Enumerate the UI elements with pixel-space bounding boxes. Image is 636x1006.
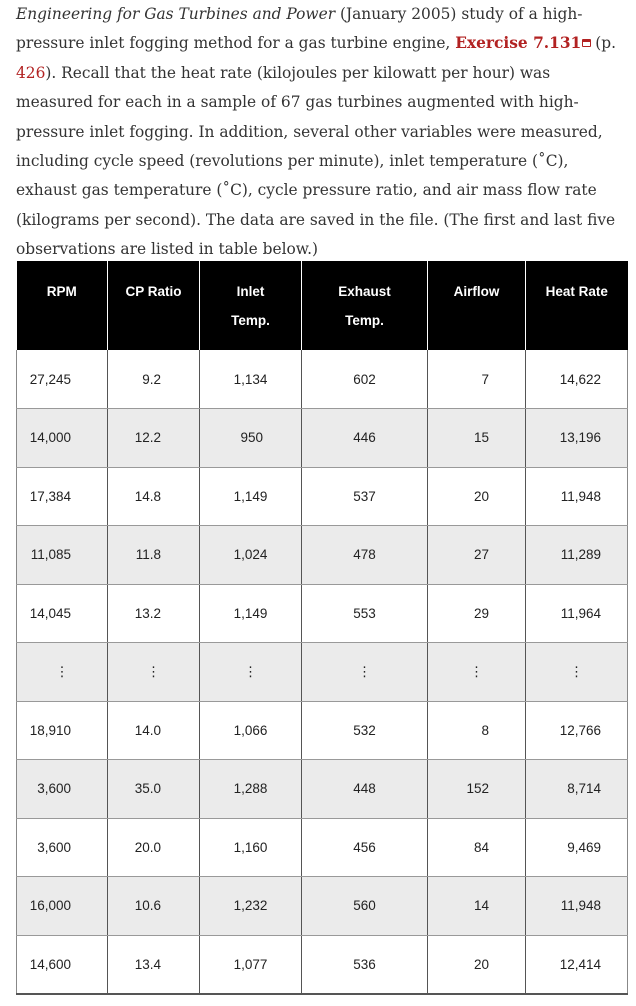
- cell-airflow: 20: [428, 467, 526, 526]
- external-link-icon[interactable]: [582, 39, 591, 47]
- cell-exhaust-temp: 602: [302, 350, 428, 409]
- table-row: [17, 818, 628, 877]
- cell-heat-rate: 12,414: [526, 935, 628, 994]
- exercise-link[interactable]: Exercise 7.131: [455, 34, 582, 53]
- table-row: [17, 701, 628, 760]
- cell-heat-rate: 9,469: [526, 818, 628, 877]
- intro-text-2: (p.: [595, 34, 617, 53]
- cell-exhaust-temp: 446: [302, 409, 428, 468]
- page-link[interactable]: 426: [16, 63, 46, 82]
- ellipsis-row: [17, 643, 628, 702]
- cell-rpm: 3,600: [17, 760, 108, 819]
- cell-rpm: 27,245: [17, 350, 108, 409]
- cell-inlet-temp: 1,149: [200, 467, 302, 526]
- cell-cp-ratio: 14.8: [108, 467, 200, 526]
- cell-exhaust-temp: 456: [302, 818, 428, 877]
- cell-heat-rate: 11,964: [526, 584, 628, 643]
- cell-heat-rate: 13,196: [526, 409, 628, 468]
- cell-airflow: 14: [428, 877, 526, 936]
- cell-airflow: 84: [428, 818, 526, 877]
- cell-cp-ratio: 12.2: [108, 409, 200, 468]
- cell-cp-ratio: 10.6: [108, 877, 200, 936]
- table-row: [17, 526, 628, 585]
- header-airflow: Airflow: [428, 261, 526, 350]
- cell-cp-ratio: 9.2: [108, 350, 200, 409]
- table-row: [17, 467, 628, 526]
- cell-cp-ratio: 35.0: [108, 760, 200, 819]
- cell-heat-rate: 11,948: [526, 877, 628, 936]
- cell-rpm: 14,045: [17, 584, 108, 643]
- intro-text-3: ). Recall that the heat rate (kilojoules per kilowatt per hour) was measured for each in a sample of 67 gas turbines augmented with high-pressure inlet fogging. In addition, several other variables were measured, including cycle speed (revolutions per minute), inlet temperature (˚C), exhaust gas temperature (˚C), cycle pressure ratio, and air mass flow rate (kilograms per second). The data are saved in the file. (The first and last five observations are listed in table below.): [16, 63, 616, 259]
- cell-inlet-temp: 950: [200, 409, 302, 468]
- cell-inlet-temp: 1,160: [200, 818, 302, 877]
- intro-text-1: (January 2005) study of a high-pressure inlet fogging method for a gas turbine engine,: [16, 5, 583, 53]
- cell-cp-ratio: 13.4: [108, 935, 200, 994]
- cell-inlet-temp: 1,077: [200, 935, 302, 994]
- cell-rpm: 14,600: [17, 935, 108, 994]
- cell-exhaust-temp: 448: [302, 760, 428, 819]
- cell-airflow: 152: [428, 760, 526, 819]
- cell-airflow: 8: [428, 701, 526, 760]
- vertical-ellipsis: ⋮: [200, 643, 302, 702]
- table-row: [17, 409, 628, 468]
- table-row: [17, 877, 628, 936]
- cell-cp-ratio: 13.2: [108, 584, 200, 643]
- header-inlet-temp: Inlet Temp.: [200, 261, 302, 350]
- vertical-ellipsis: ⋮: [428, 643, 526, 702]
- cell-inlet-temp: 1,134: [200, 350, 302, 409]
- cell-rpm: 17,384: [17, 467, 108, 526]
- cell-cp-ratio: 20.0: [108, 818, 200, 877]
- table-row: [17, 935, 628, 994]
- header-exhaust-temp: Exhaust Temp.: [302, 261, 428, 350]
- cell-exhaust-temp: 532: [302, 701, 428, 760]
- table-row: [17, 584, 628, 643]
- cell-cp-ratio: 11.8: [108, 526, 200, 585]
- table-row: [17, 760, 628, 819]
- cell-inlet-temp: 1,066: [200, 701, 302, 760]
- header-row: [17, 261, 628, 350]
- cell-exhaust-temp: 536: [302, 935, 428, 994]
- cell-heat-rate: 11,948: [526, 467, 628, 526]
- cell-inlet-temp: 1,232: [200, 877, 302, 936]
- cell-heat-rate: 14,622: [526, 350, 628, 409]
- cell-airflow: 20: [428, 935, 526, 994]
- cell-rpm: 11,085: [17, 526, 108, 585]
- header-heat-rate: Heat Rate: [526, 261, 628, 350]
- intro-paragraph: [16, 0, 628, 265]
- source-title: Engineering for Gas Turbines and Power: [16, 5, 336, 23]
- vertical-ellipsis: ⋮: [302, 643, 428, 702]
- cell-exhaust-temp: 560: [302, 877, 428, 936]
- cell-airflow: 15: [428, 409, 526, 468]
- cell-cp-ratio: 14.0: [108, 701, 200, 760]
- cell-heat-rate: 11,289: [526, 526, 628, 585]
- cell-inlet-temp: 1,288: [200, 760, 302, 819]
- table-row: [17, 350, 628, 409]
- vertical-ellipsis: ⋮: [17, 643, 108, 702]
- cell-exhaust-temp: 537: [302, 467, 428, 526]
- header-cp-ratio: CP Ratio: [108, 261, 200, 350]
- cell-inlet-temp: 1,149: [200, 584, 302, 643]
- cell-airflow: 27: [428, 526, 526, 585]
- cell-rpm: 14,000: [17, 409, 108, 468]
- data-table: [16, 261, 628, 995]
- vertical-ellipsis: ⋮: [108, 643, 200, 702]
- cell-rpm: 18,910: [17, 701, 108, 760]
- cell-rpm: 3,600: [17, 818, 108, 877]
- cell-inlet-temp: 1,024: [200, 526, 302, 585]
- cell-heat-rate: 8,714: [526, 760, 628, 819]
- cell-exhaust-temp: 553: [302, 584, 428, 643]
- header-rpm: RPM: [17, 261, 108, 350]
- cell-rpm: 16,000: [17, 877, 108, 936]
- cell-heat-rate: 12,766: [526, 701, 628, 760]
- cell-airflow: 29: [428, 584, 526, 643]
- cell-exhaust-temp: 478: [302, 526, 428, 585]
- vertical-ellipsis: ⋮: [526, 643, 628, 702]
- cell-airflow: 7: [428, 350, 526, 409]
